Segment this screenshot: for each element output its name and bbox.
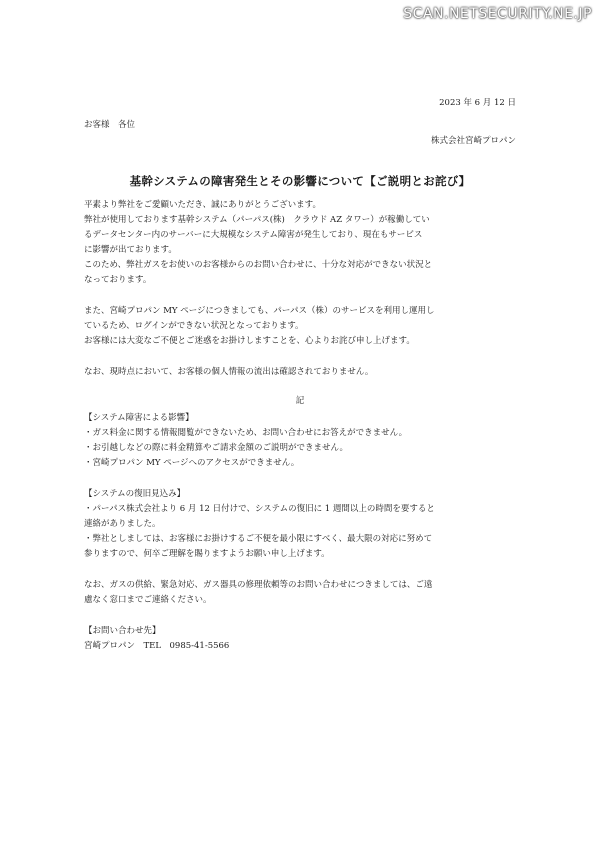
contact-phone: 宮崎プロパン TEL 0985-41-5566 bbox=[84, 641, 230, 651]
text-line: ているため、ログインができない状況となっております。 bbox=[84, 321, 304, 331]
text-line: このため、弊社ガスをお使いのお客様からのお問い合わせに、十分な対応ができない状況と bbox=[84, 260, 433, 270]
section-contact bbox=[84, 624, 516, 654]
watermark: SCAN.NETSECURITY.NE.JP bbox=[403, 6, 592, 22]
text-line: なっております。 bbox=[84, 275, 152, 285]
list-item: ・ガス料金に関する情報閲覧ができないため、お問い合わせにお答えができません。 bbox=[84, 428, 408, 438]
section-recovery bbox=[84, 487, 516, 562]
text-line: なお、ガスの供給、緊急対応、ガス器具の修理依頼等のお問い合わせにつきましては、ご遠 bbox=[84, 580, 433, 590]
text-line: ・弊社としましては、お客様にお掛けするご不便を最小限にすべく、最大限の対応に努めて bbox=[84, 534, 433, 544]
ki-marker: 記 bbox=[295, 396, 305, 406]
section-impact bbox=[84, 411, 516, 471]
section-recovery-heading: 【システムの復旧見込み】 bbox=[84, 489, 186, 499]
paragraph-intro bbox=[84, 198, 516, 288]
text-line: 平素より弊社をご愛顧いただき、誠にありがとうございます。 bbox=[84, 200, 321, 210]
text-line: 連絡がありました。 bbox=[84, 519, 161, 529]
list-item: ・宮崎プロパン MY ページへのアクセスができません。 bbox=[84, 458, 300, 468]
section-impact-heading: 【システム障害による影響】 bbox=[84, 413, 194, 423]
text-line: に影響が出ております。 bbox=[84, 245, 177, 255]
company-name: 株式会社宮崎プロパン bbox=[430, 136, 516, 146]
text-line: ・パーパス株式会社より 6 月 12 日付けで、システムの復旧に 1 週間以上の時間を要すると bbox=[84, 504, 435, 514]
text-line: 慮なく窓口までご連絡ください。 bbox=[84, 595, 212, 605]
text-line: なお、現時点において、お客様の個人情報の流出は確認されておりません。 bbox=[84, 367, 374, 377]
paragraph-mypage bbox=[84, 304, 516, 349]
contact-heading: 【お問い合わせ先】 bbox=[84, 626, 161, 636]
document-title: 基幹システムの障害発生とその影響について【ご説明とお詫び】 bbox=[129, 174, 471, 188]
list-item: ・お引越しなどの際に料金精算やご請求金額のご説明ができません。 bbox=[84, 443, 349, 453]
text-line: お客様には大変なご不便とご迷惑をお掛けしますことを、心よりお詫び申し上げます。 bbox=[84, 336, 415, 346]
document-date: 2023 年 6 月 12 日 bbox=[439, 98, 516, 108]
text-line: 参りますので、何卒ご理解を賜りますようお願い申し上げます。 bbox=[84, 549, 330, 559]
text-line: また、宮崎プロパン MY ページにつきましても、パーパス（株）のサービスを利用し運用し bbox=[84, 306, 435, 316]
text-line: るデータセンター内のサーバーに大規模なシステム障害が発生しており、現在もサービス bbox=[84, 230, 423, 240]
recipient: お客様 各位 bbox=[84, 120, 136, 130]
notice-document bbox=[84, 96, 516, 654]
paragraph-contact-note bbox=[84, 578, 516, 608]
text-line: 弊社が使用しております基幹システム（パーパス(株) クラウド AZ タワー）が稼働してい bbox=[84, 215, 430, 225]
paragraph-privacy bbox=[84, 365, 516, 380]
